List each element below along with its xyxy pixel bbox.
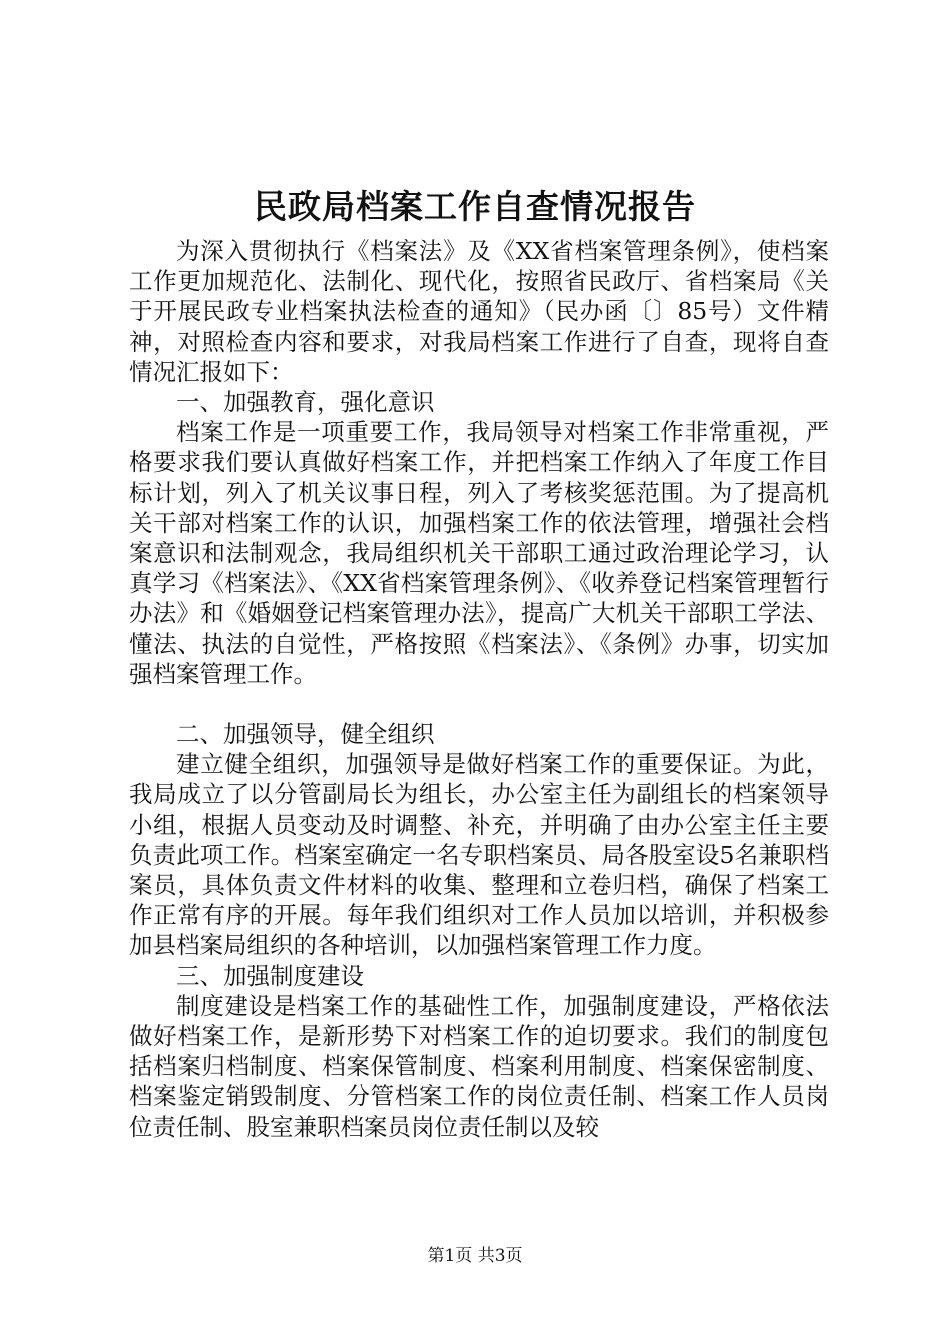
section-paragraph-2: 建立健全组织，加强领导是做好档案工作的重要保证。为此，我局成立了以分管副局长为组长，办公室主任为副组长的档案领导小组，根据人员变动及时调整、补充，并明确了由办公室主任主要负责此项工作。档案室确定一名专职档案员、局各股室设5名兼职档案员，具体负责文件材料的收集、整理和立卷归档，确保了档案工作正常有序的开展。每年我们组织对工作人员加以培训，并积极参加县档案局组织的各种培训，以加强档案管理工作力度。 — [129, 750, 829, 960]
section-heading-1: 一、加强教育，强化意识 — [176, 388, 435, 417]
section-paragraph-1: 档案工作是一项重要工作，我局领导对档案工作非常重视，严格要求我们要认真做好档案工作，并把档案工作纳入了年度工作目标计划，列入了机关议事日程，列入了考核奖惩范围。为了提高机关干部对档案工作的认识，加强档案工作的依法管理，增强社会档案意识和法制观念，我局组织机关干部职工通过政治理论学习，认真学习《档案法》、《XX省档案管理条例》、《收养登记档案管理暂行办法》和《婚姻登记档案管理办法》，提高广大机关干部职工学法、懂法、执法的自觉性，严格按照《档案法》、《条例》办事，切实加强档案管理工作。 — [129, 418, 829, 688]
page-footer: 第1页 共3页 — [427, 1246, 523, 1266]
intro-paragraph: 为深入贯彻执行《档案法》及《XX省档案管理条例》，使档案工作更加规范化、法制化、现代化，按照省民政厅、省档案局《关于开展民政专业档案执法检查的通知》（民办函〔〕85号）文件精神，对照检查内容和要求，对我局档案工作进行了自查，现将自查情况汇报如下： — [129, 237, 829, 386]
section-paragraph-3: 制度建设是档案工作的基础性工作，加强制度建设，严格依法做好档案工作，是新形势下对档案工作的迫切要求。我们的制度包括档案归档制度、档案保管制度、档案利用制度、档案保密制度、档案鉴定销毁制度、分管档案工作的岗位责任制、档案工作人员岗位责任制、股室兼职档案员岗位责任制以及较 — [129, 991, 829, 1141]
section-heading-2: 二、加强领导，健全组织 — [176, 720, 435, 749]
section-heading-3: 三、加强制度建设 — [176, 961, 364, 990]
document-body — [129, 236, 829, 1142]
document-title: 民政局档案工作自查情况报告 — [254, 187, 696, 226]
